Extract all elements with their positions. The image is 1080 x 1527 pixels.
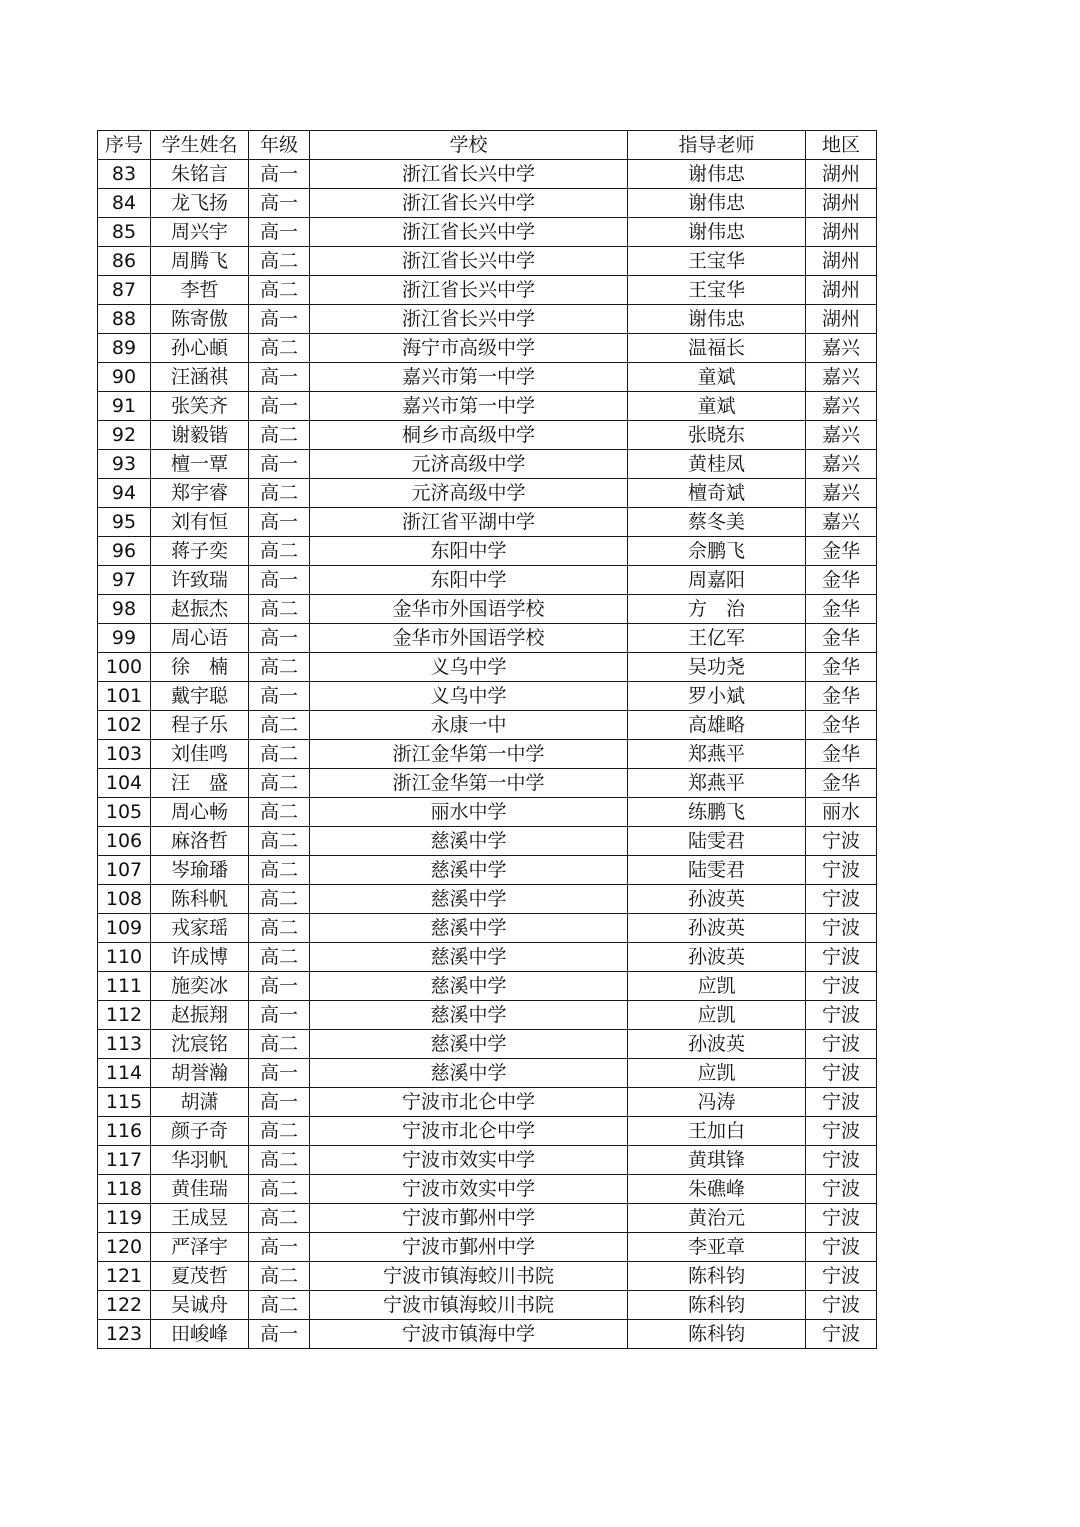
table-body: [98, 160, 877, 1349]
cell-student-name: 檀一覃: [151, 450, 249, 479]
table-row: [98, 1030, 877, 1059]
cell-student-name: 戴宇聪: [151, 682, 249, 711]
cell-region: 宁波: [806, 1204, 877, 1233]
cell-school: 金华市外国语学校: [310, 595, 628, 624]
cell-school: 宁波市镇海中学: [310, 1320, 628, 1349]
cell-region: 宁波: [806, 1262, 877, 1291]
cell-serial-number: 97: [98, 566, 151, 595]
cell-student-name: 郑宇睿: [151, 479, 249, 508]
cell-advisor: 郑燕平: [628, 740, 806, 769]
cell-school: 慈溪中学: [310, 856, 628, 885]
cell-school: 宁波市镇海蛟川书院: [310, 1291, 628, 1320]
cell-region: 宁波: [806, 1001, 877, 1030]
cell-advisor: 童斌: [628, 363, 806, 392]
cell-advisor: 黄琪锋: [628, 1146, 806, 1175]
cell-region: 金华: [806, 595, 877, 624]
table-row: [98, 914, 877, 943]
cell-serial-number: 109: [98, 914, 151, 943]
cell-grade: 高一: [249, 305, 310, 334]
cell-grade: 高一: [249, 160, 310, 189]
cell-student-name: 陈寄傲: [151, 305, 249, 334]
table-row: [98, 856, 877, 885]
cell-school: 浙江省长兴中学: [310, 305, 628, 334]
cell-advisor: 方 治: [628, 595, 806, 624]
cell-grade: 高二: [249, 914, 310, 943]
cell-serial-number: 118: [98, 1175, 151, 1204]
cell-advisor: 王加白: [628, 1117, 806, 1146]
cell-student-name: 汪 盛: [151, 769, 249, 798]
cell-advisor: 王亿军: [628, 624, 806, 653]
cell-serial-number: 107: [98, 856, 151, 885]
cell-serial-number: 90: [98, 363, 151, 392]
cell-serial-number: 120: [98, 1233, 151, 1262]
cell-region: 宁波: [806, 943, 877, 972]
cell-grade: 高一: [249, 1059, 310, 1088]
cell-serial-number: 103: [98, 740, 151, 769]
cell-serial-number: 105: [98, 798, 151, 827]
cell-student-name: 颜子奇: [151, 1117, 249, 1146]
cell-serial-number: 92: [98, 421, 151, 450]
cell-region: 宁波: [806, 1030, 877, 1059]
header-grade: 年级: [249, 131, 310, 160]
cell-region: 嘉兴: [806, 363, 877, 392]
cell-student-name: 岑瑜璠: [151, 856, 249, 885]
cell-school: 宁波市北仑中学: [310, 1088, 628, 1117]
table-row: [98, 421, 877, 450]
table-row: [98, 1291, 877, 1320]
cell-student-name: 龙飞扬: [151, 189, 249, 218]
cell-grade: 高一: [249, 189, 310, 218]
cell-region: 金华: [806, 566, 877, 595]
cell-grade: 高一: [249, 624, 310, 653]
student-roster-table: [97, 130, 877, 1349]
cell-serial-number: 110: [98, 943, 151, 972]
cell-region: 宁波: [806, 1175, 877, 1204]
cell-student-name: 赵振杰: [151, 595, 249, 624]
cell-region: 金华: [806, 537, 877, 566]
cell-student-name: 许成博: [151, 943, 249, 972]
cell-serial-number: 108: [98, 885, 151, 914]
cell-student-name: 张笑齐: [151, 392, 249, 421]
cell-grade: 高二: [249, 740, 310, 769]
cell-serial-number: 85: [98, 218, 151, 247]
cell-school: 慈溪中学: [310, 972, 628, 1001]
cell-grade: 高二: [249, 1146, 310, 1175]
table-row: [98, 740, 877, 769]
table-row: [98, 682, 877, 711]
cell-school: 慈溪中学: [310, 1030, 628, 1059]
cell-region: 金华: [806, 740, 877, 769]
cell-serial-number: 106: [98, 827, 151, 856]
cell-grade: 高二: [249, 711, 310, 740]
cell-serial-number: 94: [98, 479, 151, 508]
cell-advisor: 王宝华: [628, 247, 806, 276]
cell-school: 浙江省长兴中学: [310, 247, 628, 276]
cell-student-name: 华羽帆: [151, 1146, 249, 1175]
cell-advisor: 孙波英: [628, 885, 806, 914]
cell-grade: 高一: [249, 508, 310, 537]
header-advisor: 指导老师: [628, 131, 806, 160]
cell-advisor: 周嘉阳: [628, 566, 806, 595]
cell-advisor: 高雄略: [628, 711, 806, 740]
cell-region: 宁波: [806, 856, 877, 885]
cell-school: 浙江省长兴中学: [310, 160, 628, 189]
cell-region: 金华: [806, 682, 877, 711]
cell-student-name: 赵振翔: [151, 1001, 249, 1030]
cell-region: 嘉兴: [806, 421, 877, 450]
cell-student-name: 胡誉瀚: [151, 1059, 249, 1088]
cell-region: 宁波: [806, 914, 877, 943]
cell-advisor: 郑燕平: [628, 769, 806, 798]
table-row: [98, 566, 877, 595]
cell-advisor: 孙波英: [628, 914, 806, 943]
cell-student-name: 程子乐: [151, 711, 249, 740]
cell-student-name: 沈宸铭: [151, 1030, 249, 1059]
cell-school: 慈溪中学: [310, 914, 628, 943]
cell-student-name: 周心语: [151, 624, 249, 653]
cell-region: 宁波: [806, 827, 877, 856]
cell-school: 宁波市效实中学: [310, 1175, 628, 1204]
cell-school: 元济高级中学: [310, 479, 628, 508]
cell-advisor: 谢伟忠: [628, 160, 806, 189]
cell-grade: 高一: [249, 1320, 310, 1349]
cell-school: 浙江省长兴中学: [310, 189, 628, 218]
table-row: [98, 711, 877, 740]
cell-serial-number: 122: [98, 1291, 151, 1320]
cell-school: 嘉兴市第一中学: [310, 363, 628, 392]
table-row: [98, 1262, 877, 1291]
cell-school: 浙江金华第一中学: [310, 740, 628, 769]
cell-advisor: 李亚章: [628, 1233, 806, 1262]
cell-grade: 高一: [249, 1233, 310, 1262]
cell-school: 宁波市效实中学: [310, 1146, 628, 1175]
cell-serial-number: 93: [98, 450, 151, 479]
cell-advisor: 应凯: [628, 1001, 806, 1030]
cell-school: 义乌中学: [310, 653, 628, 682]
cell-advisor: 童斌: [628, 392, 806, 421]
cell-region: 宁波: [806, 1117, 877, 1146]
cell-serial-number: 87: [98, 276, 151, 305]
cell-grade: 高二: [249, 537, 310, 566]
table-row: [98, 1204, 877, 1233]
cell-school: 东阳中学: [310, 566, 628, 595]
table-row: [98, 798, 877, 827]
cell-advisor: 黄治元: [628, 1204, 806, 1233]
cell-school: 慈溪中学: [310, 943, 628, 972]
header-region: 地区: [806, 131, 877, 160]
cell-serial-number: 114: [98, 1059, 151, 1088]
cell-region: 金华: [806, 653, 877, 682]
cell-student-name: 汪涵祺: [151, 363, 249, 392]
cell-grade: 高二: [249, 827, 310, 856]
cell-region: 宁波: [806, 1088, 877, 1117]
cell-serial-number: 88: [98, 305, 151, 334]
cell-advisor: 王宝华: [628, 276, 806, 305]
cell-region: 湖州: [806, 247, 877, 276]
table-row: [98, 334, 877, 363]
header-school: 学校: [310, 131, 628, 160]
cell-school: 浙江省长兴中学: [310, 276, 628, 305]
cell-grade: 高二: [249, 885, 310, 914]
cell-advisor: 练鹏飞: [628, 798, 806, 827]
cell-school: 慈溪中学: [310, 827, 628, 856]
cell-school: 宁波市镇海蛟川书院: [310, 1262, 628, 1291]
table-row: [98, 363, 877, 392]
cell-serial-number: 95: [98, 508, 151, 537]
cell-advisor: 孙波英: [628, 1030, 806, 1059]
cell-school: 宁波市北仑中学: [310, 1117, 628, 1146]
cell-serial-number: 112: [98, 1001, 151, 1030]
cell-advisor: 应凯: [628, 972, 806, 1001]
cell-grade: 高二: [249, 943, 310, 972]
cell-serial-number: 83: [98, 160, 151, 189]
cell-advisor: 黄桂凤: [628, 450, 806, 479]
table-row: [98, 885, 877, 914]
cell-advisor: 谢伟忠: [628, 189, 806, 218]
cell-region: 宁波: [806, 885, 877, 914]
cell-school: 永康一中: [310, 711, 628, 740]
cell-grade: 高一: [249, 682, 310, 711]
cell-region: 嘉兴: [806, 392, 877, 421]
table-row: [98, 189, 877, 218]
cell-school: 东阳中学: [310, 537, 628, 566]
table-row: [98, 479, 877, 508]
cell-serial-number: 111: [98, 972, 151, 1001]
cell-student-name: 戎家瑶: [151, 914, 249, 943]
cell-grade: 高二: [249, 334, 310, 363]
cell-student-name: 谢毅锴: [151, 421, 249, 450]
table-row: [98, 450, 877, 479]
cell-serial-number: 101: [98, 682, 151, 711]
table-row: [98, 218, 877, 247]
cell-serial-number: 96: [98, 537, 151, 566]
cell-serial-number: 89: [98, 334, 151, 363]
cell-school: 义乌中学: [310, 682, 628, 711]
table-row: [98, 769, 877, 798]
cell-serial-number: 121: [98, 1262, 151, 1291]
cell-student-name: 胡潇: [151, 1088, 249, 1117]
cell-region: 金华: [806, 624, 877, 653]
table-row: [98, 1059, 877, 1088]
table-row: [98, 624, 877, 653]
cell-student-name: 黄佳瑞: [151, 1175, 249, 1204]
cell-advisor: 温福长: [628, 334, 806, 363]
cell-grade: 高二: [249, 1175, 310, 1204]
cell-school: 浙江省平湖中学: [310, 508, 628, 537]
cell-advisor: 陈科钧: [628, 1291, 806, 1320]
cell-advisor: 罗小斌: [628, 682, 806, 711]
cell-student-name: 刘佳鸣: [151, 740, 249, 769]
cell-serial-number: 123: [98, 1320, 151, 1349]
cell-student-name: 严泽宇: [151, 1233, 249, 1262]
cell-advisor: 孙波英: [628, 943, 806, 972]
cell-region: 宁波: [806, 1059, 877, 1088]
cell-advisor: 冯涛: [628, 1088, 806, 1117]
cell-grade: 高二: [249, 276, 310, 305]
cell-student-name: 朱铭言: [151, 160, 249, 189]
cell-grade: 高一: [249, 363, 310, 392]
cell-student-name: 夏茂哲: [151, 1262, 249, 1291]
cell-advisor: 吴功尧: [628, 653, 806, 682]
cell-student-name: 王成昱: [151, 1204, 249, 1233]
cell-school: 慈溪中学: [310, 885, 628, 914]
cell-grade: 高二: [249, 1262, 310, 1291]
table-row: [98, 508, 877, 537]
cell-school: 宁波市鄞州中学: [310, 1204, 628, 1233]
cell-region: 宁波: [806, 1233, 877, 1262]
table-header-row: [98, 131, 877, 160]
cell-school: 海宁市高级中学: [310, 334, 628, 363]
cell-student-name: 刘有恒: [151, 508, 249, 537]
cell-serial-number: 86: [98, 247, 151, 276]
cell-serial-number: 91: [98, 392, 151, 421]
cell-advisor: 张晓东: [628, 421, 806, 450]
cell-serial-number: 104: [98, 769, 151, 798]
cell-serial-number: 84: [98, 189, 151, 218]
cell-region: 嘉兴: [806, 450, 877, 479]
cell-grade: 高二: [249, 769, 310, 798]
cell-school: 金华市外国语学校: [310, 624, 628, 653]
cell-grade: 高二: [249, 247, 310, 276]
cell-grade: 高一: [249, 218, 310, 247]
cell-advisor: 陈科钧: [628, 1262, 806, 1291]
cell-advisor: 蔡冬美: [628, 508, 806, 537]
table-row: [98, 1146, 877, 1175]
cell-grade: 高二: [249, 421, 310, 450]
table-row: [98, 1320, 877, 1349]
table-row: [98, 392, 877, 421]
cell-region: 嘉兴: [806, 334, 877, 363]
cell-advisor: 谢伟忠: [628, 218, 806, 247]
table-row: [98, 595, 877, 624]
cell-serial-number: 102: [98, 711, 151, 740]
cell-serial-number: 117: [98, 1146, 151, 1175]
cell-region: 宁波: [806, 1320, 877, 1349]
table-row: [98, 305, 877, 334]
table-row: [98, 1175, 877, 1204]
cell-region: 丽水: [806, 798, 877, 827]
cell-region: 湖州: [806, 218, 877, 247]
cell-student-name: 田峻峰: [151, 1320, 249, 1349]
table-row: [98, 1001, 877, 1030]
cell-grade: 高二: [249, 1030, 310, 1059]
cell-student-name: 孙心頔: [151, 334, 249, 363]
cell-school: 浙江省长兴中学: [310, 218, 628, 247]
cell-school: 丽水中学: [310, 798, 628, 827]
cell-region: 宁波: [806, 1146, 877, 1175]
cell-region: 湖州: [806, 160, 877, 189]
cell-grade: 高二: [249, 798, 310, 827]
cell-region: 湖州: [806, 276, 877, 305]
cell-student-name: 蒋子奕: [151, 537, 249, 566]
cell-student-name: 许致瑞: [151, 566, 249, 595]
cell-serial-number: 113: [98, 1030, 151, 1059]
table-row: [98, 1088, 877, 1117]
cell-serial-number: 99: [98, 624, 151, 653]
cell-advisor: 谢伟忠: [628, 305, 806, 334]
cell-region: 湖州: [806, 305, 877, 334]
cell-serial-number: 115: [98, 1088, 151, 1117]
cell-student-name: 李哲: [151, 276, 249, 305]
table-row: [98, 247, 877, 276]
table-row: [98, 1233, 877, 1262]
table-row: [98, 537, 877, 566]
cell-region: 嘉兴: [806, 479, 877, 508]
table-row: [98, 943, 877, 972]
cell-school: 嘉兴市第一中学: [310, 392, 628, 421]
cell-school: 慈溪中学: [310, 1059, 628, 1088]
cell-school: 慈溪中学: [310, 1001, 628, 1030]
cell-student-name: 周腾飞: [151, 247, 249, 276]
cell-advisor: 佘鹏飞: [628, 537, 806, 566]
cell-serial-number: 100: [98, 653, 151, 682]
cell-advisor: 朱礁峰: [628, 1175, 806, 1204]
cell-region: 湖州: [806, 189, 877, 218]
cell-school: 宁波市鄞州中学: [310, 1233, 628, 1262]
cell-student-name: 陈科帆: [151, 885, 249, 914]
cell-advisor: 檀奇斌: [628, 479, 806, 508]
cell-region: 宁波: [806, 972, 877, 1001]
cell-school: 桐乡市高级中学: [310, 421, 628, 450]
cell-advisor: 陆雯君: [628, 856, 806, 885]
cell-region: 宁波: [806, 1291, 877, 1320]
table-row: [98, 972, 877, 1001]
cell-serial-number: 116: [98, 1117, 151, 1146]
cell-grade: 高一: [249, 392, 310, 421]
cell-region: 嘉兴: [806, 508, 877, 537]
table-row: [98, 653, 877, 682]
header-student-name: 学生姓名: [151, 131, 249, 160]
cell-student-name: 周心畅: [151, 798, 249, 827]
header-serial-number: 序号: [98, 131, 151, 160]
cell-grade: 高一: [249, 1001, 310, 1030]
cell-student-name: 吴诚舟: [151, 1291, 249, 1320]
table-row: [98, 276, 877, 305]
cell-grade: 高一: [249, 566, 310, 595]
cell-student-name: 徐 楠: [151, 653, 249, 682]
cell-grade: 高二: [249, 653, 310, 682]
cell-serial-number: 119: [98, 1204, 151, 1233]
cell-advisor: 陆雯君: [628, 827, 806, 856]
cell-grade: 高二: [249, 1117, 310, 1146]
cell-grade: 高二: [249, 1204, 310, 1233]
cell-student-name: 麻洛哲: [151, 827, 249, 856]
table-row: [98, 827, 877, 856]
table-row: [98, 1117, 877, 1146]
cell-grade: 高二: [249, 1291, 310, 1320]
cell-student-name: 周兴宇: [151, 218, 249, 247]
cell-region: 金华: [806, 769, 877, 798]
table-row: [98, 160, 877, 189]
cell-grade: 高一: [249, 450, 310, 479]
cell-school: 浙江金华第一中学: [310, 769, 628, 798]
cell-student-name: 施奕冰: [151, 972, 249, 1001]
cell-school: 元济高级中学: [310, 450, 628, 479]
cell-grade: 高一: [249, 972, 310, 1001]
cell-grade: 高一: [249, 1088, 310, 1117]
cell-region: 金华: [806, 711, 877, 740]
cell-grade: 高二: [249, 595, 310, 624]
cell-serial-number: 98: [98, 595, 151, 624]
cell-grade: 高二: [249, 856, 310, 885]
cell-advisor: 陈科钧: [628, 1320, 806, 1349]
cell-grade: 高二: [249, 479, 310, 508]
cell-advisor: 应凯: [628, 1059, 806, 1088]
